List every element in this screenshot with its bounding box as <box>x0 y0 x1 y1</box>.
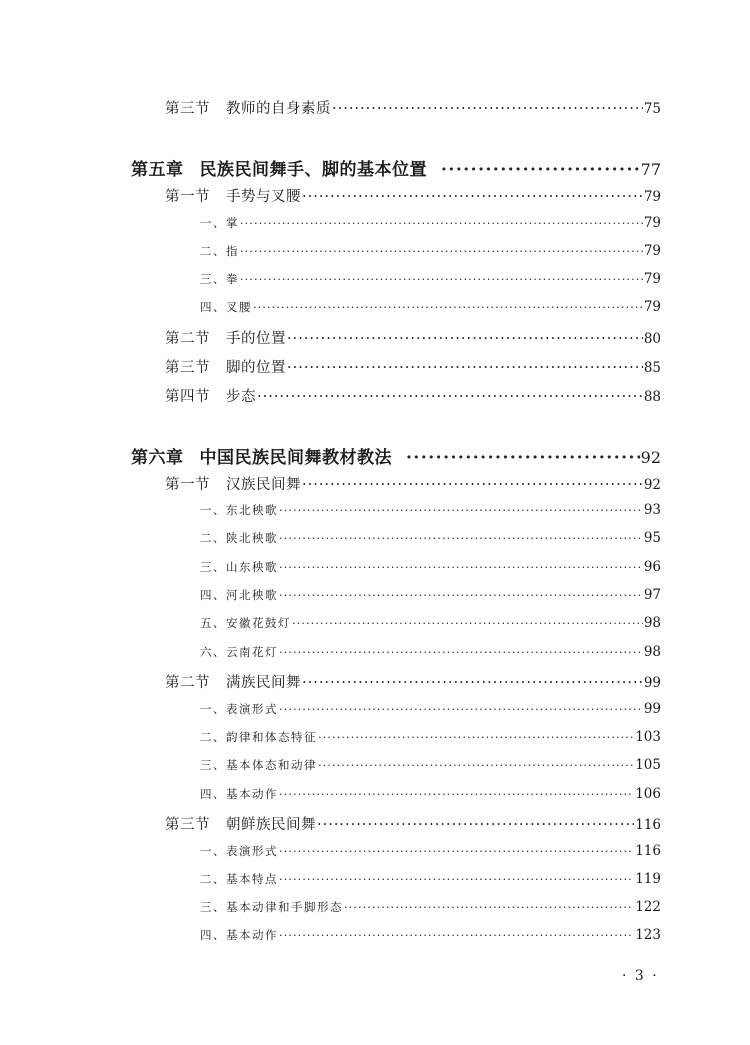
section-title: 朝鲜族民间舞 <box>226 817 316 833</box>
subentry-title: 二、陕北秧歌 <box>200 531 278 545</box>
dot-leader <box>279 844 634 858</box>
toc-subentry[interactable] <box>200 843 661 859</box>
page-ref: 116 <box>635 843 661 859</box>
toc-entry[interactable] <box>165 185 661 206</box>
dot-leader <box>257 389 643 405</box>
dot-leader <box>279 645 643 659</box>
subentry-title: 一、东北秧歌 <box>200 503 278 517</box>
section-title: 满族民间舞 <box>226 675 301 691</box>
section-title: 汉族民间舞 <box>226 477 301 493</box>
subentry-title: 三、基本体态和动律 <box>200 758 317 772</box>
toc-subentry[interactable] <box>200 587 661 603</box>
dot-leader <box>240 272 643 286</box>
dot-leader <box>253 300 643 314</box>
toc-entry-label <box>165 671 301 692</box>
dot-leader <box>240 244 643 258</box>
toc-subentry[interactable] <box>200 729 661 745</box>
toc-entry[interactable] <box>165 356 661 377</box>
dot-leader <box>279 588 643 602</box>
toc-subentry[interactable] <box>200 757 661 773</box>
toc-subentry[interactable] <box>200 215 661 231</box>
subentry-title: 四、基本动作 <box>200 928 278 942</box>
toc-subentry[interactable] <box>200 899 661 915</box>
page-ref: 106 <box>635 786 661 802</box>
page-ref: 97 <box>643 587 661 603</box>
subentry-title: 二、指 <box>200 244 239 258</box>
page-ref: 103 <box>635 729 661 745</box>
subentry-title: 一、表演形式 <box>200 844 278 858</box>
section-number: 第一节 <box>165 477 210 493</box>
chapter-title: 中国民族民间舞教材教法 <box>199 448 392 468</box>
page-ref: 79 <box>643 299 661 315</box>
section-title: 教师的自身素质 <box>226 101 331 117</box>
page-ref: 92 <box>643 477 661 493</box>
dot-leader <box>406 448 640 468</box>
toc-entry[interactable] <box>165 327 661 348</box>
section-number: 第一节 <box>165 189 210 205</box>
page-ref: 99 <box>643 675 661 691</box>
chapter-number: 第六章 <box>131 448 184 468</box>
toc-subentry[interactable] <box>200 701 661 717</box>
dot-leader <box>279 560 643 574</box>
toc-subentry[interactable] <box>200 530 661 546</box>
page-ref: 79 <box>643 215 661 231</box>
toc-subentry[interactable] <box>200 871 661 887</box>
toc-subentry[interactable] <box>200 644 661 660</box>
subentry-title: 一、表演形式 <box>200 702 278 716</box>
toc-chapter[interactable] <box>131 155 661 180</box>
dot-leader <box>287 331 643 347</box>
dot-leader <box>317 817 634 833</box>
dot-leader <box>302 477 643 493</box>
subentry-title: 三、山东秧歌 <box>200 560 278 574</box>
toc-subentry[interactable] <box>200 927 661 943</box>
page-ref: 123 <box>635 927 661 943</box>
subentry-title: 三、拳 <box>200 272 239 286</box>
toc-entry[interactable] <box>165 671 661 692</box>
page-ref: 79 <box>643 189 661 205</box>
page-ref: 79 <box>643 243 661 259</box>
toc-entry-label <box>131 443 392 468</box>
toc-entry-label <box>165 97 331 118</box>
dot-leader <box>279 503 643 517</box>
toc-entry-label <box>131 155 427 180</box>
dot-leader <box>318 730 634 744</box>
dot-leader <box>279 928 634 942</box>
section-title: 步态 <box>226 389 256 405</box>
subentry-title: 二、韵律和体态特征 <box>200 730 317 744</box>
page-ref: 95 <box>643 530 661 546</box>
dot-leader <box>332 101 643 117</box>
section-number: 第四节 <box>165 389 210 405</box>
dot-leader <box>240 216 643 230</box>
toc-entry[interactable] <box>165 473 661 494</box>
dot-leader <box>302 675 643 691</box>
section-title: 手的位置 <box>226 331 286 347</box>
page-ref: 96 <box>643 559 661 575</box>
toc-subentry[interactable] <box>200 271 661 287</box>
toc-entry-label <box>165 356 286 377</box>
dot-leader <box>279 702 643 716</box>
dot-leader <box>279 872 634 886</box>
chapter-title: 民族民间舞手、脚的基本位置 <box>199 160 427 180</box>
page-ref: 99 <box>643 701 661 717</box>
toc-entry[interactable] <box>165 385 661 406</box>
page-ref: 85 <box>643 360 661 376</box>
toc-entry-label <box>165 185 301 206</box>
dot-leader <box>292 616 643 630</box>
dot-leader <box>279 531 643 545</box>
page-ref: 93 <box>643 502 661 518</box>
subentry-title: 六、云南花灯 <box>200 645 278 659</box>
page-ref: 80 <box>643 331 661 347</box>
chapter-number: 第五章 <box>131 160 184 180</box>
section-number: 第二节 <box>165 331 210 347</box>
dot-leader <box>441 160 640 180</box>
dot-leader <box>279 787 634 801</box>
page-ref: 122 <box>635 899 661 915</box>
page-number: · 3 · <box>622 968 659 984</box>
subentry-title: 四、河北秧歌 <box>200 588 278 602</box>
toc-subentry[interactable] <box>200 786 661 802</box>
page-ref: 88 <box>643 389 661 405</box>
section-number: 第三节 <box>165 101 210 117</box>
toc-entry-label <box>165 385 256 406</box>
section-number: 第三节 <box>165 360 210 376</box>
page-ref: 79 <box>643 271 661 287</box>
toc-subentry[interactable] <box>200 243 661 259</box>
section-title: 脚的位置 <box>226 360 286 376</box>
subentry-title: 四、叉腰 <box>200 300 252 314</box>
toc-entry[interactable] <box>165 813 661 834</box>
page-ref: 105 <box>635 757 661 773</box>
dot-leader <box>302 189 643 205</box>
subentry-title: 四、基本动作 <box>200 787 278 801</box>
toc-entry-label <box>165 327 286 348</box>
page-ref: 77 <box>640 160 661 179</box>
toc-entry-label <box>165 813 316 834</box>
page-ref: 119 <box>635 871 661 887</box>
page-ref: 75 <box>643 101 661 117</box>
subentry-title: 二、基本特点 <box>200 872 278 886</box>
toc-subentry[interactable] <box>200 502 661 518</box>
dot-leader <box>344 900 634 914</box>
toc-entry[interactable] <box>165 97 661 118</box>
dot-leader <box>287 360 643 376</box>
subentry-title: 三、基本动律和手脚形态 <box>200 900 343 914</box>
toc-chapter[interactable] <box>131 443 661 468</box>
toc-subentry[interactable] <box>200 559 661 575</box>
section-title: 手势与叉腰 <box>226 189 301 205</box>
toc-subentry[interactable] <box>200 615 661 631</box>
page-ref: 98 <box>643 615 661 631</box>
toc-subentry[interactable] <box>200 299 661 315</box>
section-number: 第三节 <box>165 817 210 833</box>
page-ref: 92 <box>640 448 661 467</box>
page-ref: 98 <box>643 644 661 660</box>
subentry-title: 五、安徽花鼓灯 <box>200 616 291 630</box>
dot-leader <box>318 758 634 772</box>
section-number: 第二节 <box>165 675 210 691</box>
toc-entry-label <box>165 473 301 494</box>
page-ref: 116 <box>635 817 661 833</box>
subentry-title: 一、掌 <box>200 216 239 230</box>
